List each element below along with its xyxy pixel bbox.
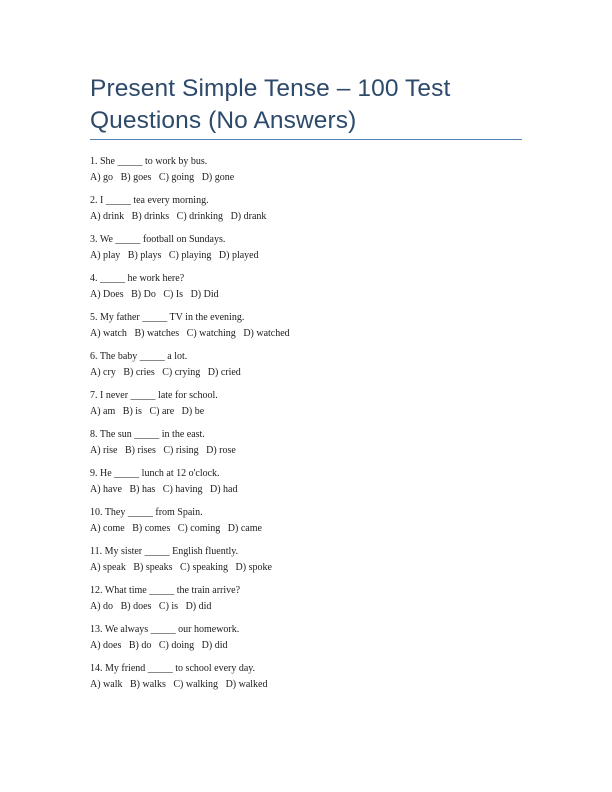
- question-text: 9. He _____ lunch at 12 o'clock.: [90, 468, 220, 479]
- answer-option: C) are: [149, 405, 175, 417]
- answer-option: D) Did: [190, 288, 219, 300]
- answer-option: C) coming: [177, 522, 221, 534]
- answer-option: D) came: [227, 522, 262, 534]
- answer-option: C) speaking: [180, 561, 229, 573]
- answer-option: C) walking: [173, 678, 219, 690]
- answer-options: [90, 287, 530, 303]
- question-text: 13. We always _____ our homework.: [90, 624, 240, 635]
- answer-option: C) watching: [186, 327, 236, 339]
- answer-option: B) speaks: [133, 561, 173, 573]
- question-item: [90, 661, 530, 700]
- answer-option: C) is: [158, 600, 179, 612]
- answer-options: [90, 209, 530, 225]
- answer-option: A) come: [90, 522, 125, 534]
- question-item: [90, 427, 530, 466]
- question-item: [90, 583, 530, 622]
- answer-options: [90, 248, 530, 264]
- answer-option: A) do: [90, 600, 114, 612]
- answer-option: D) watched: [243, 327, 290, 339]
- answer-options: [90, 599, 530, 615]
- answer-option: A) Does: [90, 288, 124, 300]
- answer-option: B) goes: [120, 171, 152, 183]
- answer-option: C) going: [158, 171, 195, 183]
- answer-option: A) cry: [90, 366, 116, 378]
- answer-option: B) plays: [127, 249, 162, 261]
- answer-option: D) walked: [225, 678, 268, 690]
- question-text: 14. My friend _____ to school every day.: [90, 663, 256, 674]
- answer-option: C) doing: [158, 639, 195, 651]
- answer-option: B) is: [122, 405, 142, 417]
- answer-options: [90, 638, 530, 654]
- answer-options: [90, 404, 530, 420]
- question-item: [90, 622, 530, 661]
- answer-option: B) walks: [130, 678, 166, 690]
- answer-option: A) drink: [90, 210, 125, 222]
- question-text: 5. My father _____ TV in the evening.: [90, 312, 245, 323]
- answer-option: D) did: [185, 600, 212, 612]
- question-text: 11. My sister _____ English fluently.: [90, 546, 239, 557]
- question-item: [90, 388, 530, 427]
- answer-option: A) walk: [90, 678, 123, 690]
- document-title: Present Simple Tense – 100 Test Questions (No Answers): [90, 75, 451, 134]
- question-text: 2. I _____ tea every morning.: [90, 195, 209, 206]
- answer-option: C) crying: [162, 366, 201, 378]
- question-text: 7. I never _____ late for school.: [90, 390, 218, 401]
- answer-option: B) does: [120, 600, 152, 612]
- answer-option: C) drinking: [176, 210, 224, 222]
- answer-option: C) rising: [163, 444, 199, 456]
- answer-option: D) rose: [206, 444, 236, 456]
- question-text: 6. The baby _____ a lot.: [90, 351, 188, 362]
- answer-option: B) do: [128, 639, 152, 651]
- answer-option: B) watches: [134, 327, 180, 339]
- question-item: [90, 271, 530, 310]
- answer-option: A) watch: [90, 327, 127, 339]
- answer-options: [90, 326, 530, 342]
- answer-options: [90, 482, 530, 498]
- answer-option: A) does: [90, 639, 122, 651]
- answer-option: B) comes: [132, 522, 171, 534]
- answer-option: D) cried: [207, 366, 241, 378]
- answer-option: A) speak: [90, 561, 126, 573]
- answer-option: D) drank: [230, 210, 267, 222]
- answer-option: D) gone: [201, 171, 235, 183]
- title-underline: [90, 139, 522, 140]
- question-item: [90, 466, 530, 505]
- answer-option: C) Is: [163, 288, 184, 300]
- answer-option: B) Do: [131, 288, 156, 300]
- answer-options: [90, 560, 530, 576]
- answer-option: D) played: [218, 249, 259, 261]
- question-item: [90, 310, 530, 349]
- question-list: [90, 154, 530, 700]
- answer-option: B) rises: [125, 444, 156, 456]
- answer-options: [90, 170, 530, 186]
- answer-options: [90, 677, 530, 693]
- answer-options: [90, 521, 530, 537]
- question-item: [90, 232, 530, 271]
- answer-option: A) go: [90, 171, 114, 183]
- answer-option: D) did: [201, 639, 228, 651]
- question-text: 10. They _____ from Spain.: [90, 507, 203, 518]
- answer-option: D) be: [181, 405, 205, 417]
- answer-option: B) has: [129, 483, 156, 495]
- answer-option: B) cries: [123, 366, 155, 378]
- answer-options: [90, 443, 530, 459]
- answer-option: C) playing: [168, 249, 212, 261]
- answer-options: [90, 365, 530, 381]
- answer-option: D) spoke: [235, 561, 272, 573]
- question-text: 4. _____ he work here?: [90, 273, 185, 284]
- question-item: [90, 193, 530, 232]
- question-item: [90, 544, 530, 583]
- question-item: [90, 505, 530, 544]
- question-text: 1. She _____ to work by bus.: [90, 156, 208, 167]
- question-text: 3. We _____ football on Sundays.: [90, 234, 226, 245]
- answer-option: A) play: [90, 249, 121, 261]
- answer-option: D) had: [210, 483, 238, 495]
- question-text: 12. What time _____ the train arrive?: [90, 585, 241, 596]
- question-text: 8. The sun _____ in the east.: [90, 429, 205, 440]
- question-item: [90, 349, 530, 388]
- answer-option: C) having: [162, 483, 203, 495]
- answer-option: A) rise: [90, 444, 118, 456]
- answer-option: B) drinks: [131, 210, 170, 222]
- answer-option: A) have: [90, 483, 122, 495]
- question-item: [90, 154, 530, 193]
- answer-option: A) am: [90, 405, 116, 417]
